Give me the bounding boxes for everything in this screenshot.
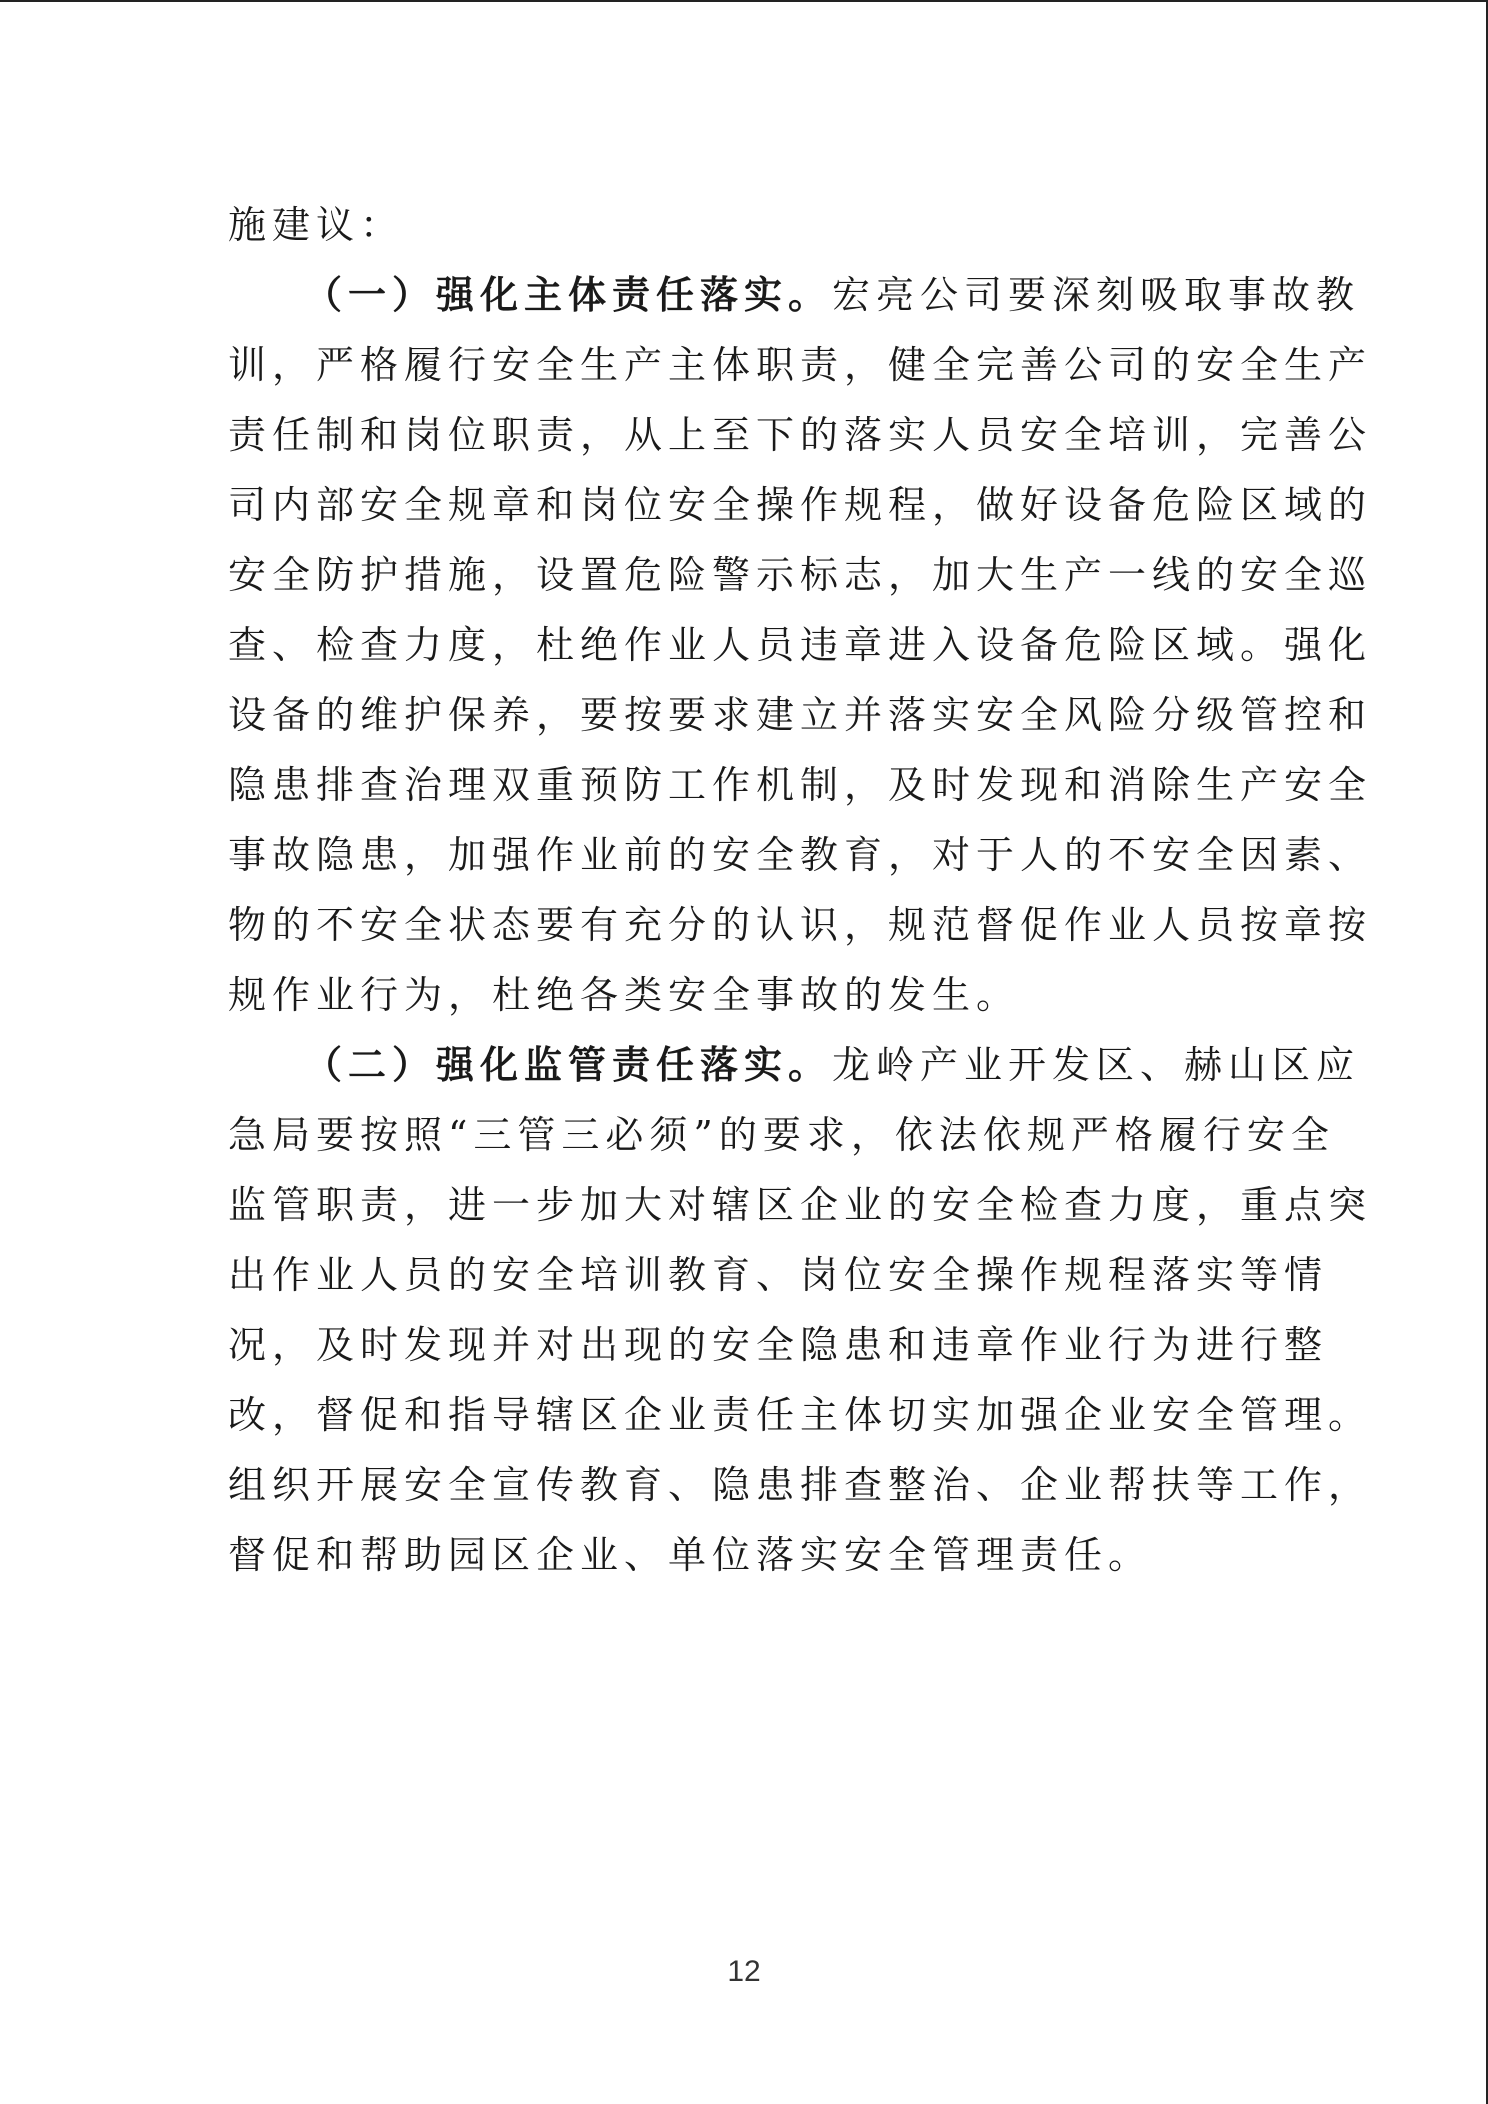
section-2-line: 出作业人员的安全培训教育、岗位安全操作规程落实等情 [228, 1253, 1329, 1297]
section-2-line: 组织开展安全宣传教育、隐患排查整治、企业帮扶等工作， [228, 1463, 1373, 1507]
intro-line: 施建议： [228, 203, 405, 247]
section-2-heading: （二）强化监管责任落实。 [304, 1042, 833, 1087]
section-2-line: 改，督促和指导辖区企业责任主体切实加强企业安全管理。 [228, 1393, 1373, 1437]
section-1-line: 事故隐患，加强作业前的安全教育，对于人的不安全因素、 [228, 833, 1373, 877]
section-2-line: 督促和帮助园区企业、单位落实安全管理责任。 [228, 1533, 1153, 1577]
section-2-first-line-text: 龙岭产业开发区、赫山区应 [832, 1043, 1361, 1087]
section-1-line: 查、检查力度，杜绝作业人员违章进入设备危险区域。强化 [228, 623, 1373, 667]
section-2-first-line [228, 1030, 1361, 1100]
section-2-line: 监管职责，进一步加大对辖区企业的安全检查力度，重点突 [228, 1183, 1373, 1227]
page-top-border [0, 0, 1488, 2]
section-1-line: 隐患排查治理双重预防工作机制，及时发现和消除生产安全 [228, 763, 1373, 807]
section-1-line: 安全防护措施，设置危险警示标志，加大生产一线的安全巡 [228, 553, 1373, 597]
section-1-line: 设备的维护保养，要按要求建立并落实安全风险分级管控和 [228, 693, 1373, 737]
section-1-line: 责任制和岗位职责，从上至下的落实人员安全培训，完善公 [228, 413, 1373, 457]
section-1-line: 训，严格履行安全生产主体职责，健全完善公司的安全生产 [228, 343, 1373, 387]
section-1-first-line [228, 260, 1361, 330]
section-1-first-line-text: 宏亮公司要深刻吸取事故教 [832, 273, 1361, 317]
document-body [228, 190, 1373, 1590]
section-2-line: 况，及时发现并对出现的安全隐患和违章作业行为进行整 [228, 1323, 1329, 1367]
section-1-line: 司内部安全规章和岗位安全操作规程，做好设备危险区域的 [228, 483, 1373, 527]
section-2-line: 急局要按照“三管三必须”的要求，依法依规严格履行安全 [228, 1113, 1335, 1157]
section-1-line: 物的不安全状态要有充分的认识，规范督促作业人员按章按 [228, 903, 1373, 947]
section-1-line: 规作业行为，杜绝各类安全事故的发生。 [228, 973, 1021, 1017]
page-number: 12 [727, 1955, 761, 1988]
section-1-heading: （一）强化主体责任落实。 [304, 272, 833, 317]
